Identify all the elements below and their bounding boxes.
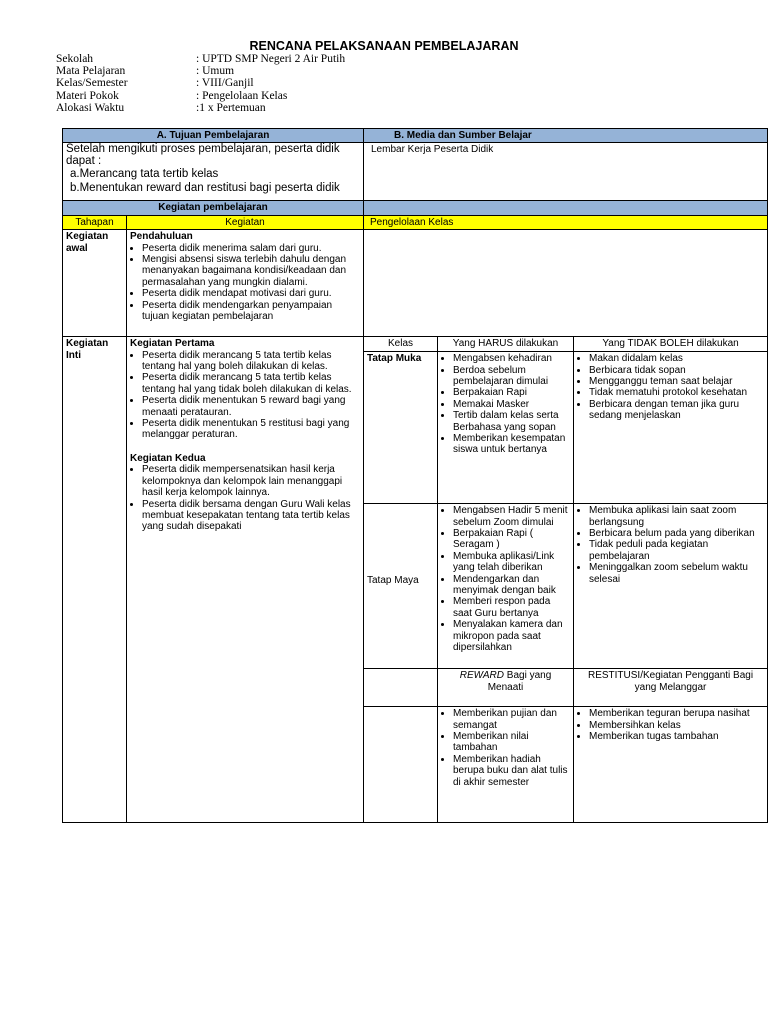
list-item: • Peserta didik menentukan 5 reward bagi yang menaati peratauran. (142, 395, 360, 418)
tujuan-intro: Setelah mengikuti proses pembelajaran, peserta didik dapat : (66, 143, 340, 167)
list-item: • Memberikan pujian dan semangat (453, 708, 570, 731)
section-b-heading: B. Media dan Sumber Belajar (364, 129, 768, 143)
list-item: • Mengabsen kehadiran (453, 353, 570, 364)
kegiatan-awal-pengelolaan (364, 230, 768, 337)
list-item: • Berbicara belum pada yang diberikan (589, 528, 764, 539)
info-label: Alokasi Waktu (56, 101, 125, 114)
list-item: • Tidak peduli pada kegiatan pembelajaran (589, 539, 764, 562)
tujuan-item: b.Menentukan reward dan restitusi bagi peserta didik (70, 181, 340, 194)
tatap-maya-harus (438, 504, 574, 669)
list-item: • Membuka aplikasi lain saat zoom berlangsung (589, 505, 764, 528)
rpp-table (62, 128, 768, 823)
list-item: • Mengisi absensi siswa terlebih dahulu dengan menanyakan bagaimana kondisi/keadaan dan permasalahan yang mungkin dialami. (142, 254, 360, 288)
list-item: • Peserta didik menerima salam dari guru. (142, 243, 360, 254)
info-value: : UPTD SMP Negeri 2 Air Putih (196, 53, 346, 65)
kegiatan-awal-content (127, 230, 364, 337)
kegiatan-inti-label: Kegiatan Inti (63, 337, 127, 823)
reward-list (441, 708, 570, 788)
info-value: : Pengelolaan Kelas (196, 89, 288, 102)
kegiatan-awal-label: Kegiatan awal (63, 230, 127, 337)
info-row-materi (56, 90, 345, 102)
list-item: • Meninggalkan zoom sebelum waktu selesai (589, 562, 764, 585)
info-value: :1 x Pertemuan (196, 101, 266, 114)
pendahuluan-title: Pendahuluan (130, 231, 193, 243)
reward-word: REWARD (459, 670, 504, 682)
subheader-row (63, 215, 768, 229)
subheader-pengelolaan: Pengelolaan Kelas (364, 215, 768, 229)
section-a-content (63, 143, 364, 201)
kegiatan-inti-content (127, 337, 364, 823)
pengelolaan-header-row (63, 337, 768, 352)
identity-block (56, 53, 345, 114)
document-title: RENCANA PELAKSANAAN PEMBELAJARAN (249, 39, 519, 53)
tatap-maya-label-text: Tatap Maya (367, 575, 419, 587)
list-item: • Peserta didik bersama dengan Guru Wali kelas membuat kesepakatan tentang tata tertib kelas yang sudah disepakati (142, 499, 360, 533)
tatap-muka-label: Tatap Muka (364, 352, 438, 504)
list-item: • Berbicara dengan teman jika guru sedang menjelaskan (589, 399, 764, 422)
tidak-list (577, 353, 764, 421)
list-item: • Berpakaian Rapi ( Seragam ) (453, 528, 570, 551)
list-item: • Peserta didik merancang 5 tata tertib kelas tentang hal yang boleh dilakukan di kelas. (142, 350, 360, 373)
info-row-mapel (56, 65, 345, 77)
tidak-list (577, 505, 764, 585)
list-item: • Membersihkan kelas (589, 720, 764, 731)
list-item: • Berbicara tidak sopan (589, 365, 764, 376)
section-header-row (63, 129, 768, 143)
info-row-waktu (56, 102, 345, 114)
list-item: • Memberikan nilai tambahan (453, 731, 570, 754)
tatap-muka-harus (438, 352, 574, 504)
kegiatan-pertama-title: Kegiatan Pertama (130, 338, 215, 350)
list-item: • Memberikan teguran berupa nasihat (589, 708, 764, 719)
list-item: • Peserta didik mempersenatsikan hasil kerja kelompoknya dan kelompok lain menanggapi hasil kerja kelompok lainnya. (142, 464, 360, 498)
harus-list (441, 505, 570, 653)
list-item: • Memberi respon pada saat Guru bertanya (453, 596, 570, 619)
info-row-sekolah (56, 53, 345, 65)
reward-header (438, 669, 574, 707)
section-content-row (63, 143, 768, 201)
kegiatan-kedua-title: Kegiatan Kedua (130, 452, 206, 464)
info-value: : Umum (196, 65, 235, 78)
list-item: • Peserta didik merancang 5 tata tertib kelas tentang hal yang tidak boleh dilakukan di kelas. (142, 372, 360, 395)
list-item: • Peserta didik mendengarkan penyampaian tujuan kegiatan pembelajaran (142, 300, 360, 323)
kegiatan-heading: Kegiatan pembelajaran (63, 201, 364, 215)
list-item: • Berpakaian Rapi (453, 387, 570, 398)
list-item: • Tertib dalam kelas serta Berbahasa yang sopan (453, 410, 570, 433)
list-item: • Mengganggu teman saat belajar (589, 376, 764, 387)
list-item: • Memberikan hadiah berupa buku dan alat tulis di akhir semester (453, 754, 570, 788)
list-item: • Memakai Masker (453, 399, 570, 410)
list-item: • Berdoa sebelum pembelajaran dimulai (453, 365, 570, 388)
subheader-kegiatan: Kegiatan (127, 215, 364, 229)
tujuan-item: a.Merancang tata tertib kelas (70, 168, 219, 181)
restitusi-header: RESTITUSI/Kegiatan Pengganti Bagi yang Melanggar (574, 669, 768, 707)
list-item: • Mengabsen Hadir 5 menit sebelum Zoom dimulai (453, 505, 570, 528)
list-item: • Peserta didik menentukan 5 restitusi bagi yang melanggar peraturan. (142, 418, 360, 441)
kegiatan-heading-fill (364, 201, 768, 215)
reward-content (438, 707, 574, 823)
section-b-content: Lembar Kerja Peserta Didik (364, 143, 768, 201)
col-header-harus: Yang HARUS dilakukan (438, 337, 574, 352)
list-item: • Membuka aplikasi/Link yang telah diberikan (453, 551, 570, 574)
list-item: • Tidak mematuhi protokol kesehatan (589, 387, 764, 398)
list-item: • Mendengarkan dan menyimak dengan baik (453, 574, 570, 597)
subheader-tahapan: Tahapan (63, 215, 127, 229)
info-label: Sekolah (56, 53, 94, 65)
kegiatan-heading-row (63, 201, 768, 215)
info-label: Mata Pelajaran (56, 65, 126, 78)
list-item: • Memberikan kesempatan siswa untuk bertanya (453, 433, 570, 456)
kegiatan-kedua-list (130, 464, 360, 532)
list-item: • Memberikan tugas tambahan (589, 731, 764, 742)
info-value: : VIII/Ganjil (196, 77, 254, 90)
harus-list (441, 353, 570, 456)
col-header-tidak: Yang TIDAK BOLEH dilakukan (574, 337, 768, 352)
kegiatan-pertama-list (130, 350, 360, 441)
info-label: Materi Pokok (56, 89, 119, 102)
info-row-kelas (56, 77, 345, 89)
section-a-heading: A. Tujuan Pembelajaran (63, 129, 364, 143)
info-label: Kelas/Semester (56, 77, 128, 90)
list-item: • Peserta didik mendapat motivasi dari guru. (142, 288, 360, 299)
tatap-muka-tidak (574, 352, 768, 504)
restitusi-content (574, 707, 768, 823)
tatap-maya-label (364, 504, 438, 669)
pendahuluan-list (130, 243, 360, 323)
list-item: • Menyalakan kamera dan mikropon pada saat dipersilahkan (453, 619, 570, 653)
list-item: • Makan didalam kelas (589, 353, 764, 364)
reward-content-empty (364, 707, 438, 823)
restitusi-list (577, 708, 764, 742)
reward-header-empty (364, 669, 438, 707)
tatap-maya-tidak (574, 504, 768, 669)
col-header-kelas: Kelas (364, 337, 438, 352)
reward-rest: Bagi yang Menaati (487, 670, 552, 693)
kegiatan-awal-row (63, 230, 768, 337)
